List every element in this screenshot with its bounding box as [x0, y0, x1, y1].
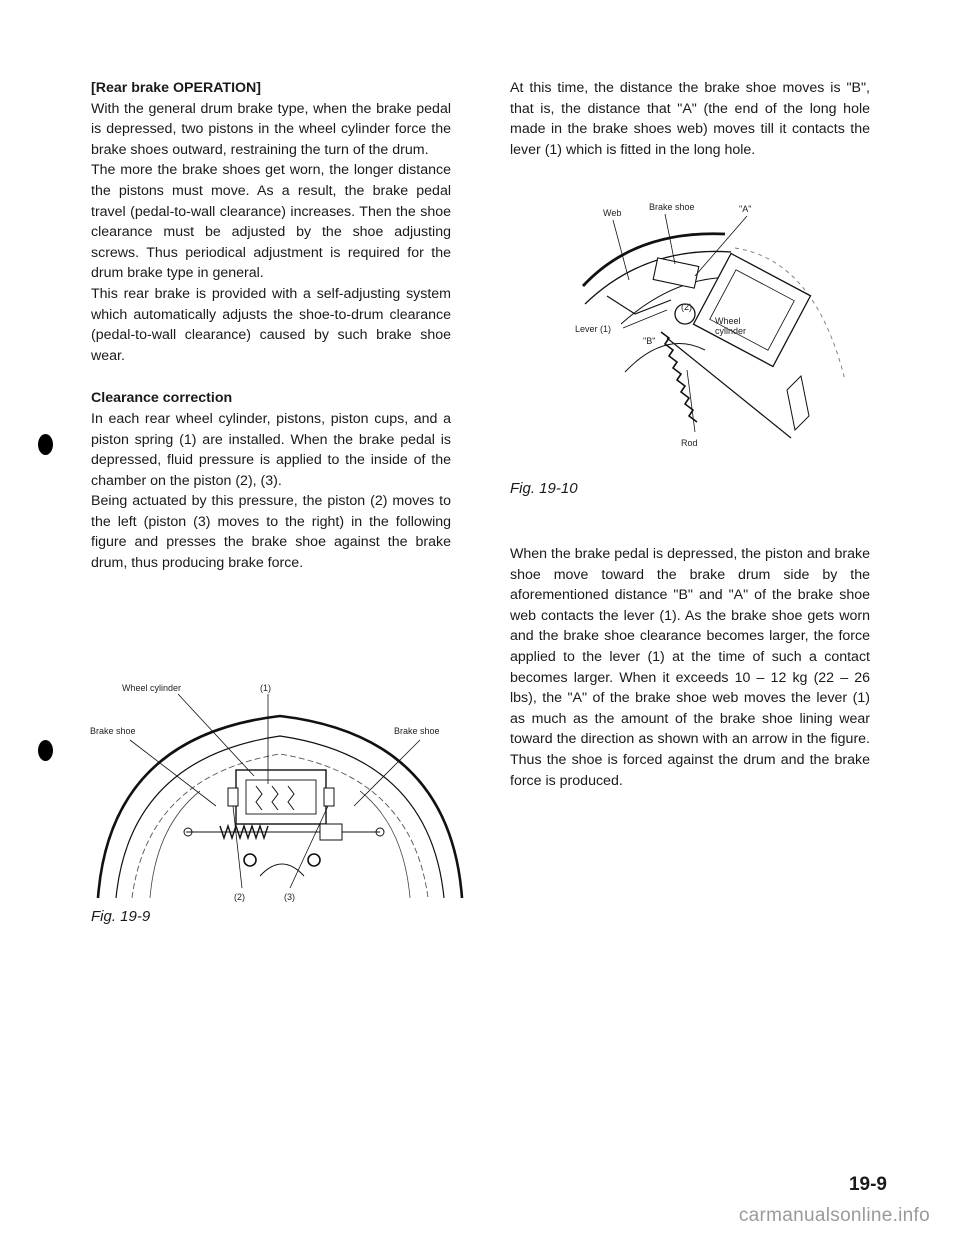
paragraph: In each rear wheel cylinder, pistons, piston cups, and a piston spring (1) are installed. When the brake pedal is depressed, fluid pressure is applied to the inside of the chamber on the piston (2), (3). [91, 410, 451, 489]
label-brake-shoe: Brake shoe [649, 202, 695, 212]
section-title: [Rear brake OPERATION] [91, 80, 262, 96]
label-2: (2) [681, 302, 692, 312]
label-a: "A" [739, 204, 752, 214]
label-b: "B" [643, 336, 656, 346]
watermark: carmanualsonline.info [738, 1205, 930, 1226]
label-brake-shoe-right: Brake shoe [394, 726, 440, 736]
label-cylinder: cylinder [715, 326, 747, 336]
paragraph: When the brake pedal is depressed, the piston and brake shoe move toward the brake drum side by the aforementioned distance "B" and "A" of the brake shoe web contacts the lever (1). As the brake shoe gets worn and the brake shoe clearance becomes larger, the force applied to the lever (1) at the time of such a contact becomes larger. When it exceeds 10 – 12 kg (22 – 26 lbs), the "A" of the brake shoe web moves the lever (1) as much as the amount of the brake shoe lining wear toward the direction as shown with an arrow in the figure. Thus the shoe is forced against the drum and the brake force is produced. [510, 546, 870, 789]
brake-drum-diagram [90, 676, 470, 906]
label-2: (2) [234, 892, 245, 902]
anchor-pin-left [244, 854, 256, 866]
piston-2 [228, 788, 238, 806]
right-column [510, 78, 870, 160]
label-web: Web [603, 208, 622, 218]
binder-hole-top [38, 434, 53, 455]
paragraph: Being actuated by this pressure, the piston (2) moves to the left (piston (3) moves to the right) in the following figure and presses the brake shoe against the brake drum, thus producing brake force. [91, 493, 451, 572]
wheel-cylinder-body [236, 770, 326, 824]
piston-3 [324, 788, 334, 806]
figure-caption: Fig. 19-9 [91, 908, 151, 925]
right-shoe-web [360, 791, 410, 898]
anchor-pin-right [308, 854, 320, 866]
label-3: (3) [284, 892, 295, 902]
label-brake-shoe-left: Brake shoe [90, 726, 136, 736]
figure-19-9 [90, 676, 470, 906]
wheel-cylinder [693, 254, 810, 367]
left-column [91, 78, 451, 574]
figure-19-10 [575, 200, 855, 470]
right-column-bottom [510, 544, 870, 791]
adjuster-clip [787, 376, 809, 430]
adjuster-nut [320, 824, 342, 840]
label-1: (1) [260, 683, 271, 693]
self-adjuster-diagram [575, 200, 855, 470]
paragraph: With the general drum brake type, when the brake pedal is depressed, two pistons in the wheel cylinder force the brake shoes outward, restraining the turn of the drum. [91, 100, 451, 158]
lever [607, 296, 671, 314]
leader-line [687, 370, 695, 432]
paragraph: The more the brake shoes get worn, the longer distance the pistons must move. As a result, the brake pedal travel (pedal-to-wall clearance) increases. Then the shoe clearance must be adjusted by the shoe adjusting screws. Thus periodical adjustment is required for the drum brake type in general. [91, 162, 451, 282]
figure-caption: Fig. 19-10 [510, 480, 578, 497]
label-lever: Lever (1) [575, 324, 612, 334]
label-rod: Rod [681, 438, 698, 448]
backing-plate-edge [625, 344, 705, 372]
leader-line [178, 694, 254, 776]
subheading-clearance-correction: Clearance correction [91, 390, 233, 407]
binder-hole-bottom [38, 740, 53, 761]
label-wheel-cylinder: Wheel cylinder [122, 683, 182, 693]
label-wheel: Wheel [715, 316, 741, 326]
page-number: 19-9 [848, 1174, 887, 1195]
leader-line [623, 310, 667, 328]
backing-plate-arc [260, 864, 304, 876]
long-hole [653, 258, 699, 288]
left-shoe-web [150, 791, 200, 898]
paragraph: At this time, the distance the brake shoe moves is "B", that is, the distance that "A" (the end of the long hole made in the brake shoes web) moves till it contacts the lever (1) which is fitted in the long hole. [510, 80, 870, 158]
paragraph: This rear brake is provided with a self-adjusting system which automatically adjusts the shoe-to-drum clearance (pedal-to-wall clearance) caused by such brake shoe wear. [91, 285, 451, 364]
leader-line [613, 220, 629, 280]
leader-line [130, 740, 216, 806]
